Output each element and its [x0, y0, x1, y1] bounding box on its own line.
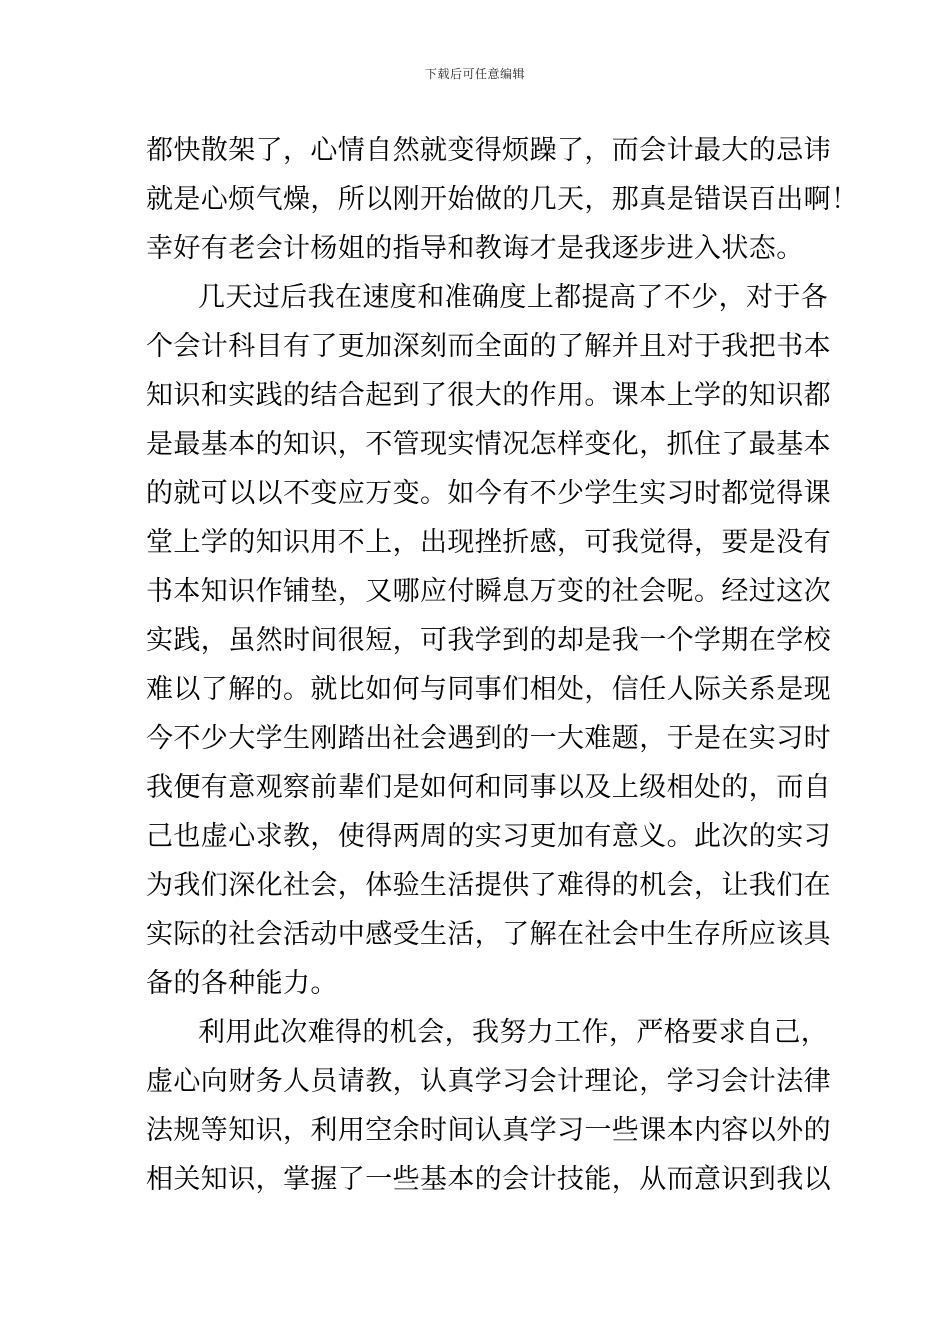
text-line: 堂上学的知识用不上，出现挫折感，可我觉得，要是没有 [146, 527, 831, 558]
text-line: 是最基本的知识，不管现实情况怎样变化，抓住了最基本 [146, 429, 831, 460]
text-line: 我便有意观察前辈们是如何和同事以及上级相处的，而自 [146, 772, 831, 803]
text-line: 虚心向财务人员请教，认真学习会计理论，学习会计法律 [146, 1066, 831, 1097]
text-line: 就是心烦气燥，所以刚开始做的几天，那真是错误百出啊！ [146, 184, 859, 215]
text-line: 幸好有老会计杨姐的指导和教诲才是我逐步进入状态。 [146, 233, 804, 264]
text-line: 实际的社会活动中感受生活，了解在社会中生存所应该具 [146, 919, 831, 950]
body-text [146, 126, 859, 1204]
text-line: 利用此次难得的机会，我努力工作，严格要求自己， [198, 1017, 829, 1048]
text-line: 今不少大学生刚踏出社会遇到的一大难题，于是在实习时 [146, 723, 831, 754]
text-line: 个会计科目有了更加深刻而全面的了解并且对于我把书本 [146, 331, 831, 362]
page-header: 下载后可任意编辑 [424, 67, 525, 81]
text-line: 书本知识作铺垫，又哪应付瞬息万变的社会呢。经过这次 [146, 576, 831, 607]
text-line: 都快散架了，心情自然就变得烦躁了，而会计最大的忌讳 [146, 135, 831, 166]
text-line: 备的各种能力。 [146, 968, 338, 999]
text-line: 的就可以以不变应万变。如今有不少学生实习时都觉得课 [146, 478, 831, 509]
text-line: 法规等知识，利用空余时间认真学习一些课本内容以外的 [146, 1115, 831, 1146]
text-line: 几天过后我在速度和准确度上都提高了不少，对于各 [198, 282, 829, 313]
text-line: 知识和实践的结合起到了很大的作用。课本上学的知识都 [146, 380, 831, 411]
text-line: 实践，虽然时间很短，可我学到的却是我一个学期在学校 [146, 625, 831, 656]
text-line: 难以了解的。就比如何与同事们相处，信任人际关系是现 [146, 674, 831, 705]
text-line: 为我们深化社会，体验生活提供了难得的机会，让我们在 [146, 870, 831, 901]
text-line: 己也虚心求教，使得两周的实习更加有意义。此次的实习 [146, 821, 831, 852]
text-line: 相关知识，掌握了一些基本的会计技能，从而意识到我以 [146, 1164, 831, 1195]
